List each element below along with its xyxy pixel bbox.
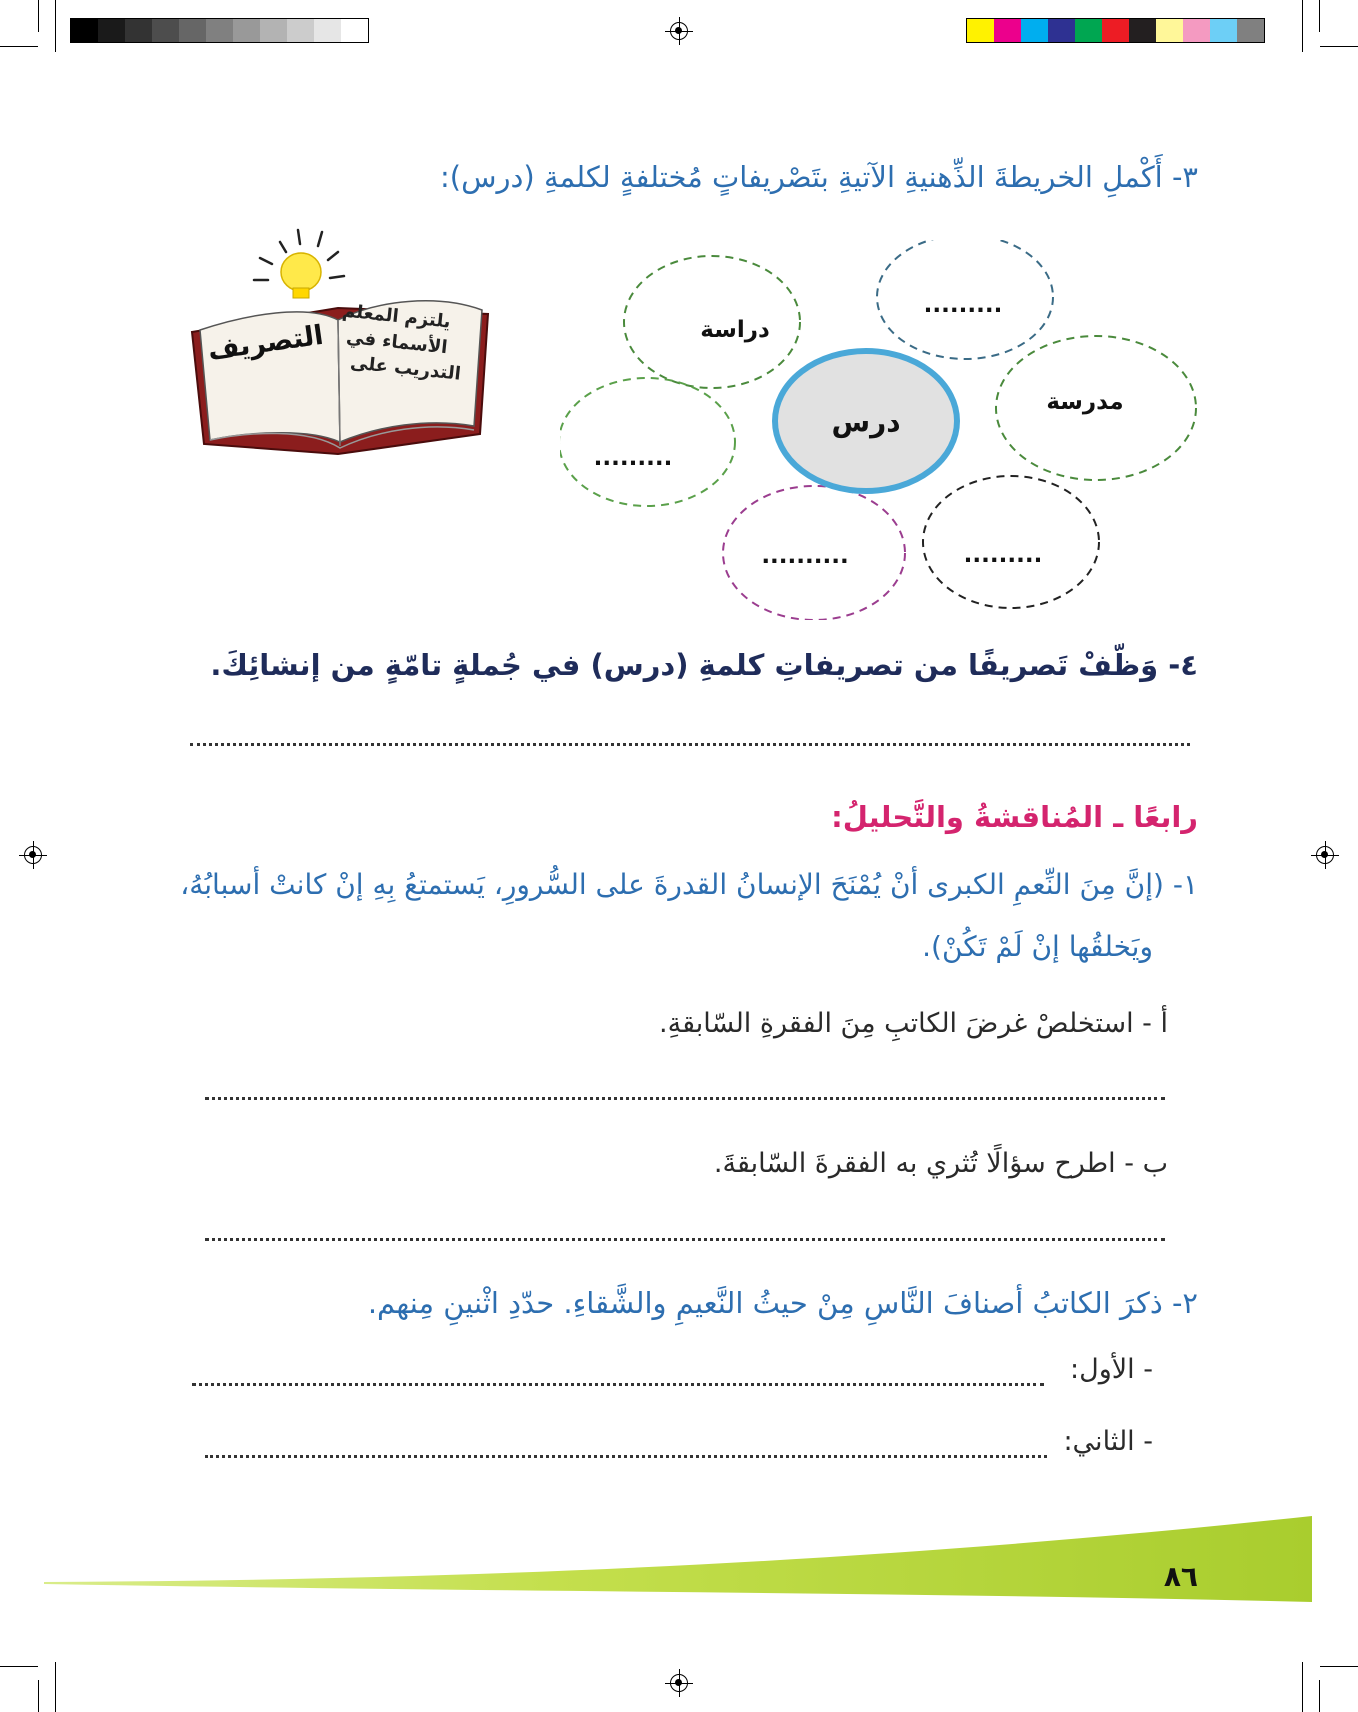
registration-target-right [1316, 846, 1334, 864]
gray-swatch-8 [287, 19, 314, 42]
crop-mark-br-v2 [1319, 1680, 1320, 1712]
q2-prompt: ٢- ذكرَ الكاتبُ أصنافَ النَّاسِ مِنْ حيثُ النَّعيمِ والشَّقاءِ. حدّدِ اثْنينِ مِنهم. [367, 1286, 1198, 1320]
color-swatch-4 [1075, 19, 1102, 42]
color-swatch-2 [1021, 19, 1048, 42]
q1-text-line-2: ويَخلقُها إنْ لَمْ تَكُنْ). [922, 930, 1153, 963]
registration-target-bottom [670, 1674, 688, 1692]
crop-mark-br-v [1302, 1662, 1303, 1712]
crop-mark-bl-h [0, 1666, 38, 1667]
color-swatch-10 [1237, 19, 1264, 42]
gray-swatch-10 [341, 19, 368, 42]
answer-line-exercise-4[interactable] [190, 743, 1190, 746]
node-left-outline [560, 378, 735, 506]
crop-mark-bl-v [55, 1662, 56, 1712]
gray-swatch-0 [71, 19, 98, 42]
q1-text-line-1: ١- (إنَّ مِنَ النِّعمِ الكبرى أنْ يُمْنَحَ الإنسانُ القدرةَ على السُّرورِ، يَستمتعُ بِهِ إنْ كانتْ أسبابُهُ، [180, 868, 1198, 901]
gray-swatch-5 [206, 19, 233, 42]
page-number: ٨٦ [1163, 1560, 1198, 1593]
q1-a-prompt: أ - استخلصْ غرضَ الكاتبِ مِنَ الفقرةِ السّابقةِ. [659, 1008, 1168, 1039]
crop-mark-tl-v [55, 0, 56, 52]
section-4-heading: رابعًا ـ المُناقشةُ والتَّحليلُ: [831, 800, 1198, 834]
gray-swatch-4 [179, 19, 206, 42]
crop-mark-br-h [1320, 1666, 1358, 1667]
answer-line-q1-a[interactable] [205, 1097, 1165, 1100]
node-right-label: مدرسة [1046, 389, 1124, 415]
book-note-line-2: الأسماء في [345, 326, 449, 359]
q1-b-prompt: ب - اطرح سؤالًا تُثري به الفقرةَ السّابقةَ. [713, 1148, 1168, 1179]
center-node-label: درس [831, 405, 901, 439]
gray-swatch-row [70, 18, 369, 43]
node-left-label: ......... [593, 445, 673, 471]
registration-target-top [670, 22, 688, 40]
answer-line-q2-first[interactable] [192, 1383, 1044, 1386]
node-bottom-right-label: ......... [963, 542, 1043, 568]
registration-target-left [24, 846, 42, 864]
color-swatch-8 [1183, 19, 1210, 42]
gray-swatch-1 [98, 19, 125, 42]
answer-line-q2-second[interactable] [205, 1455, 1047, 1458]
color-swatch-1 [994, 19, 1021, 42]
node-bottom-left-label: .......... [761, 543, 849, 569]
gray-swatch-2 [125, 19, 152, 42]
gray-swatch-6 [233, 19, 260, 42]
exercise-3-prompt: ٣- أَكْملِ الخريطةَ الذِّهنيةِ الآتيةِ بتَصْريفاتٍ مُختلفةٍ لكلمةِ (درس): [440, 160, 1198, 194]
crop-mark-tl-v2 [38, 0, 39, 32]
color-swatch-9 [1210, 19, 1237, 42]
color-swatch-6 [1129, 19, 1156, 42]
color-swatch-7 [1156, 19, 1183, 42]
footer-band [0, 1510, 1358, 1620]
q2-first-label: - الأول: [1070, 1354, 1153, 1385]
exercise-4-prompt: ٤- وَظّفْ تَصريفًا من تصريفاتِ كلمةِ (درس) في جُملةٍ تامّةٍ من إنشائِكَ. [210, 648, 1198, 682]
book-note-line-3: التدريب على [349, 352, 462, 385]
crop-mark-tl-h [0, 46, 38, 47]
book-title: التصريف [206, 319, 326, 367]
node-top-left-label: دراسة [700, 317, 770, 343]
crop-mark-tr-h [1320, 46, 1358, 47]
color-swatch-3 [1048, 19, 1075, 42]
gray-swatch-3 [152, 19, 179, 42]
answer-line-q1-b[interactable] [205, 1238, 1165, 1241]
color-swatch-row [966, 18, 1265, 43]
crop-mark-tr-v [1302, 0, 1303, 52]
crop-mark-tr-v2 [1319, 0, 1320, 32]
book-note-line-1: يلتزم المعلم [341, 300, 452, 333]
q2-second-label: - الثاني: [1063, 1426, 1153, 1457]
gray-swatch-9 [314, 19, 341, 42]
crop-mark-bl-v2 [38, 1680, 39, 1712]
lightbulb-icon [281, 253, 321, 291]
color-swatch-0 [967, 19, 994, 42]
gray-swatch-7 [260, 19, 287, 42]
color-swatch-5 [1102, 19, 1129, 42]
node-top-right-label: ......... [923, 292, 1003, 318]
